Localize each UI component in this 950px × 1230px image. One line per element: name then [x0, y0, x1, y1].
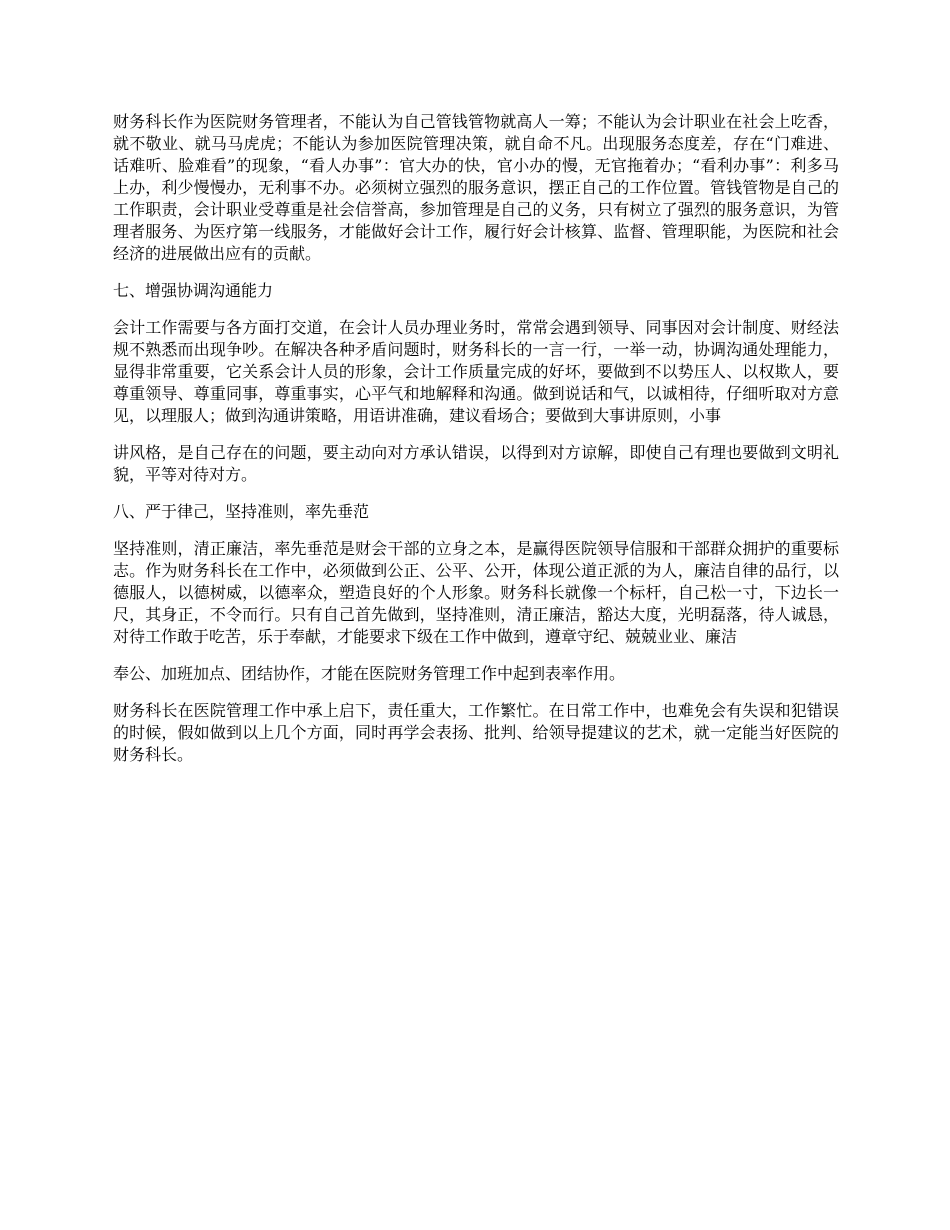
paragraph-communication-continued: 讲风格，是自己存在的问题，要主动向对方承认错误，以得到对方谅解，即使自己有理也要做到文明礼貌，平等对待对方。 — [113, 443, 839, 484]
section-heading-7: 七、增强协调沟通能力 — [113, 281, 274, 300]
paragraph-self-discipline: 坚持准则，清正廉洁，率先垂范是财会干部的立身之本，是赢得医院领导信服和干部群众拥护的重要标志。作为财务科长在工作中，必须做到公正、公平、公开，体现公道正派的为人，廉洁自律的品行，以德服人，以德树威，以德率众，塑造良好的个人形象。财务科长就像一个标杆，自己松一寸，下边长一尺，其身正，不令而行。只有自己首先做到，坚持准则，清正廉洁，豁达大度，光明磊落，待人诚恳，对待工作敢于吃苦，乐于奉献，才能要求下级在工作中做到，遵章守纪、兢兢业业、廉洁 — [113, 539, 839, 646]
paragraph-self-discipline-continued: 奉公、加班加点、团结协作，才能在医院财务管理工作中起到表率作用。 — [113, 664, 626, 683]
document-body — [113, 111, 839, 781]
paragraph-communication: 会计工作需要与各方面打交道，在会计人员办理业务时，常常会遇到领导、同事因对会计制度、财经法规不熟悉而出现争吵。在解决各种矛盾问题时，财务科长的一言一行，一举一动，协调沟通处理能力，显得非常重要，它关系会计人员的形象，会计工作质量完成的好坏，要做到不以势压人、以权欺人，要尊重领导、尊重同事，尊重事实，心平气和地解释和沟通。做到说话和气，以诚相待，仔细听取对方意见，以理服人；做到沟通讲策略，用语讲准确，建议看场合；要做到大事讲原则，小事 — [113, 318, 839, 425]
section-heading-8: 八、严于律己，坚持准则，率先垂范 — [113, 502, 370, 521]
paragraph-service-awareness: 财务科长作为医院财务管理者，不能认为自己管钱管物就高人一筹；不能认为会计职业在社会上吃香，就不敬业、就马马虎虎；不能认为参加医院管理决策，就自命不凡。出现服务态度差，存在“门难进、话难听、脸难看”的现象，“看人办事”：官大办的快，官小办的慢，无官拖着办；“看利办事”：利多马上办，利少慢慢办，无利事不办。必须树立强烈的服务意识，摆正自己的工作位置。管钱管物是自己的工作职责，会计职业受尊重是社会信誉高，参加管理是自己的义务，只有树立了强烈的服务意识，为管理者服务、为医疗第一线服务，才能做好会计工作，履行好会计核算、监督、管理职能，为医院和社会经济的进展做出应有的贡献。 — [113, 112, 839, 263]
paragraph-conclusion: 财务科长在医院管理工作中承上启下，责任重大，工作繁忙。在日常工作中，也难免会有失误和犯错误的时候，假如做到以上几个方面，同时再学会表扬、批判、给领导提建议的艺术，就一定能当好医院的财务科长。 — [113, 701, 839, 764]
